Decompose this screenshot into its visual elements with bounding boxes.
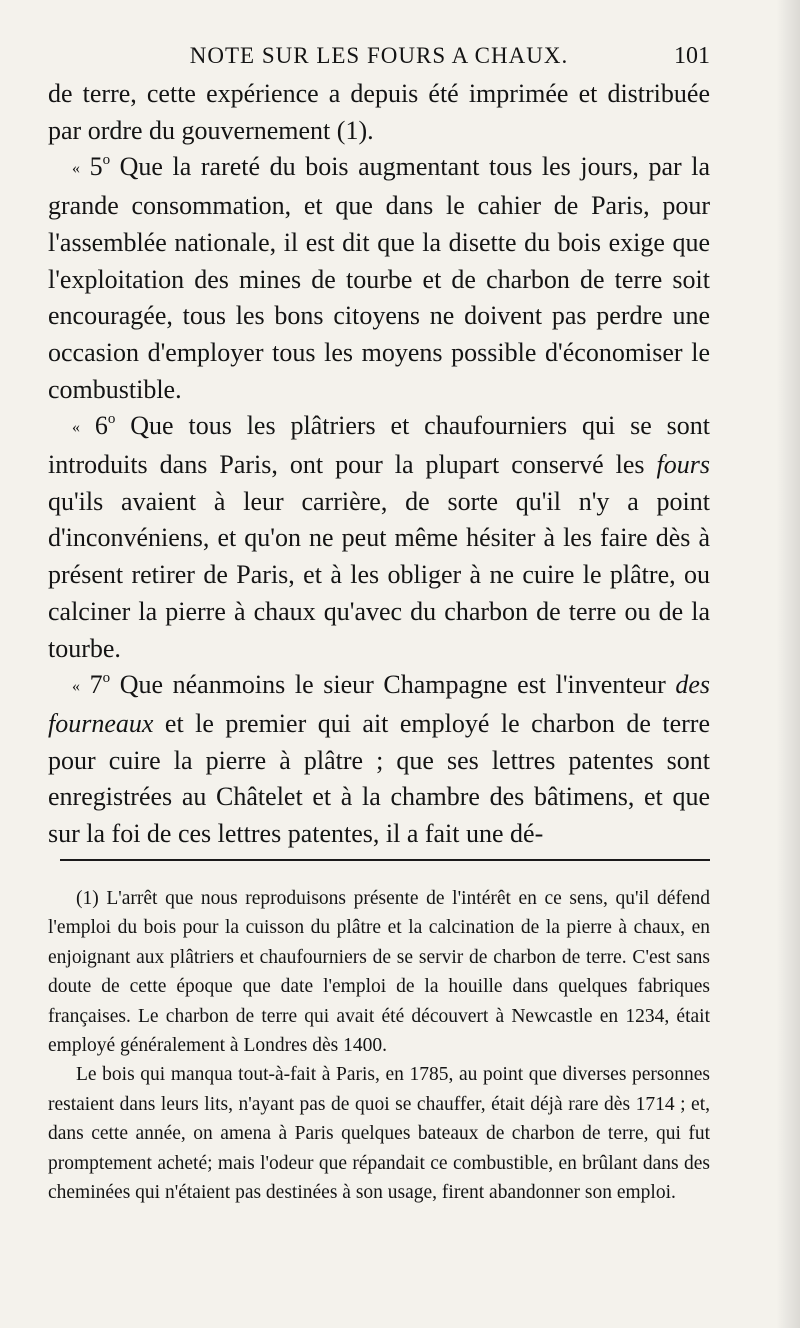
opening-quote: «: [72, 160, 80, 178]
footnote-1: (1) L'arrêt que nous reproduisons présente de l'intérêt en ce sens, qu'il défend l'emploi du bois pour la cuisson du plâtre et la calcination de la pierre à chaux, en enjoignant aux plâtriers et chaufourniers de se servir de charbon de terre. C'est sans doute de cette époque que date l'emploi de la houille dans quelques fabriques françaises. Le charbon de terre qui avait été découvert à Newcastle en 1234, était employé généralement à Londres dès 1400.: [48, 888, 710, 1057]
paragraph-text: qu'ils avaient à leur carrière, de sorte qu'il n'y a point d'inconvéniens, et qu'on ne peut même hésiter à les faire dès à présent retirer de Paris, et à les obliger à ne cuire le plâtre, ou calciner la pierre à chaux qu'avec du charbon de terre ou de la tourbe.: [48, 486, 710, 663]
main-text: [48, 76, 710, 853]
italic-term: des fourneaux: [48, 670, 710, 738]
paragraph-text: Que tous les plâtriers et chaufourniers qui se sont introduits dans Paris, ont pour la plupart conservé les: [48, 411, 710, 480]
footnotes: [48, 884, 710, 1207]
paragraph-item-7: [48, 667, 710, 853]
running-title: NOTE SUR LES FOURS A CHAUX.: [189, 43, 569, 68]
item-number: 6: [94, 411, 108, 441]
ordinal-superscript: o: [102, 152, 111, 169]
ordinal-superscript: o: [102, 670, 111, 687]
item-number: 7: [89, 670, 103, 700]
paragraph-item-5: [48, 149, 710, 408]
paragraph-text: Que la rareté du bois augmentant tous les jours, par la grande consommation, et que dans le cahier de Paris, pour l'assemblée nationale, il est dit que la disette du bois exige que l'exploitation des mines de tourbe et de charbon de terre soit encouragée, tous les bons citoyens ne doivent pas perdre une occasion d'employer tous les moyens possible d'économiser le combustible.: [48, 152, 710, 404]
paragraph-continuation: de terre, cette expérience a depuis été imprimée et distribuée par ordre du gouvernement (1).: [48, 79, 710, 145]
footnote-rule: [60, 859, 710, 861]
paragraph-text: Que néanmoins le sieur Champagne est l'inventeur: [110, 670, 676, 700]
paragraph-item-6: [48, 408, 710, 667]
ordinal-superscript: o: [107, 411, 116, 428]
page-number: 101: [674, 43, 710, 69]
running-head: [48, 36, 710, 76]
opening-quote: «: [72, 419, 80, 437]
footnote-continuation: Le bois qui manqua tout-à-fait à Paris, en 1785, au point que diverses personnes restaient dans leurs lits, n'ayant pas de quoi se chauffer, était déjà rare dès 1714 ; et, dans cette année, on amena à Paris quelques bateaux de charbon de terre, qui fut promptement acheté; mais l'odeur que répandait ce combustible, en brûlant dans des cheminées qui n'étaient pas destinées à son usage, firent abandonner son emploi.: [48, 1064, 710, 1204]
paragraph-text: et le premier qui ait employé le charbon de terre pour cuire la pierre à plâtre ; que ses lettres patentes sont enregistrées au Châtelet et à la chambre des bâtimens, et que sur la foi de ces lettres patentes, il a fait une dé-: [48, 708, 710, 849]
page-edge-shadow: [776, 0, 800, 1328]
opening-quote: «: [72, 678, 80, 696]
item-number: 5: [89, 152, 103, 182]
italic-term: fours: [656, 450, 710, 480]
